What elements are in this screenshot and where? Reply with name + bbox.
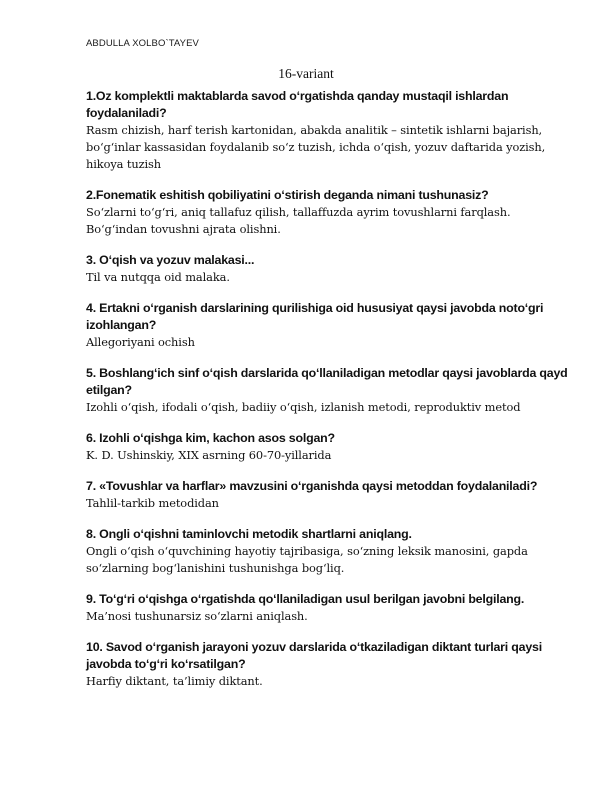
question-text: 6. Izohli oʻqishga kim, kachon asos solgan? — [86, 431, 335, 445]
answer-text: K. D. Ushinskiy, XIX asrning 60-70-yillarida — [86, 448, 332, 462]
question-text: 8. Ongli oʻqishni taminlovchi metodik shartlarni aniqlang. — [86, 527, 412, 541]
question-item — [86, 526, 572, 577]
question-item — [86, 252, 572, 286]
question-item — [86, 591, 572, 625]
question-text: 10. Savod oʻrganish jarayoni yozuv darslarida oʻtkaziladigan diktant turlari qaysi javobda toʻgʻri koʻrsatilgan? — [86, 640, 542, 671]
question-item — [86, 430, 572, 464]
question-item — [86, 88, 572, 173]
question-item — [86, 639, 572, 690]
answer-text: Ongli o‘qish o‘quvchining hayotiy tajribasiga, so‘zning leksik manosini, gapda so‘zlarning bog‘lanishini tushunishga bog‘liq. — [86, 544, 528, 575]
answer-text: Izohli o‘qish, ifodali o‘qish, badiiy o‘qish, izlanish metodi, reproduktiv metod — [86, 400, 521, 414]
question-text: 5. Boshlangʻich sinf oʻqish darslarida qoʻllaniladigan metodlar qaysi javoblarda qayd etilgan? — [86, 366, 568, 397]
answer-text: Ma’nosi tushunarsiz so‘zlarni aniqlash. — [86, 609, 308, 623]
question-text: 4. Ertakni oʻrganish darslarining qurilishiga oid hususiyat qaysi javobda notoʻgri izohlangan? — [86, 301, 544, 332]
answer-text: So‘zlarni to‘g‘ri, aniq tallafuz qilish, tallaffuzda ayrim tovushlarni farqlash. Bo‘g‘indan tovushni ajrata olishni. — [86, 205, 511, 236]
question-list — [86, 88, 572, 704]
answer-text: Til va nutqqa oid malaka. — [86, 270, 230, 284]
question-text: 3. Oʻqish va yozuv malakasi... — [86, 253, 255, 267]
page-header-author: ABDULLA XOLBO`TAYEV — [86, 38, 199, 49]
question-item — [86, 300, 572, 351]
question-text: 2.Fonematik eshitish qobiliyatini oʻstirish deganda nimani tushunasiz? — [86, 188, 489, 202]
variant-title: 16-variant — [278, 66, 334, 81]
answer-text: Harfiy diktant, ta’limiy diktant. — [86, 674, 263, 688]
question-item — [86, 187, 572, 238]
question-text: 1.Oz komplektli maktablarda savod oʻrgatishda qanday mustaqil ishlardan foydalaniladi? — [86, 89, 509, 120]
question-item — [86, 365, 572, 416]
answer-text: Allegoriyani ochish — [86, 335, 195, 349]
answer-text: Tahlil-tarkib metodidan — [86, 496, 219, 510]
question-text: 7. «Tovushlar va harflar» mavzusini oʻrganishda qaysi metoddan foydalaniladi? — [86, 479, 538, 493]
answer-text: Rasm chizish, harf terish kartonidan, abakda analitik – sintetik ishlarni bajarish, bo‘g‘inlar kassasidan foydalanib so‘z tuzish, ichda o‘qish, yozuv daftarida yozish, hikoya tuzish — [86, 123, 546, 171]
question-text: 9. Toʻgʻri oʻqishga oʻrgatishda qoʻllaniladigan usul berilgan javobni belgilang. — [86, 592, 525, 606]
question-item — [86, 478, 572, 512]
